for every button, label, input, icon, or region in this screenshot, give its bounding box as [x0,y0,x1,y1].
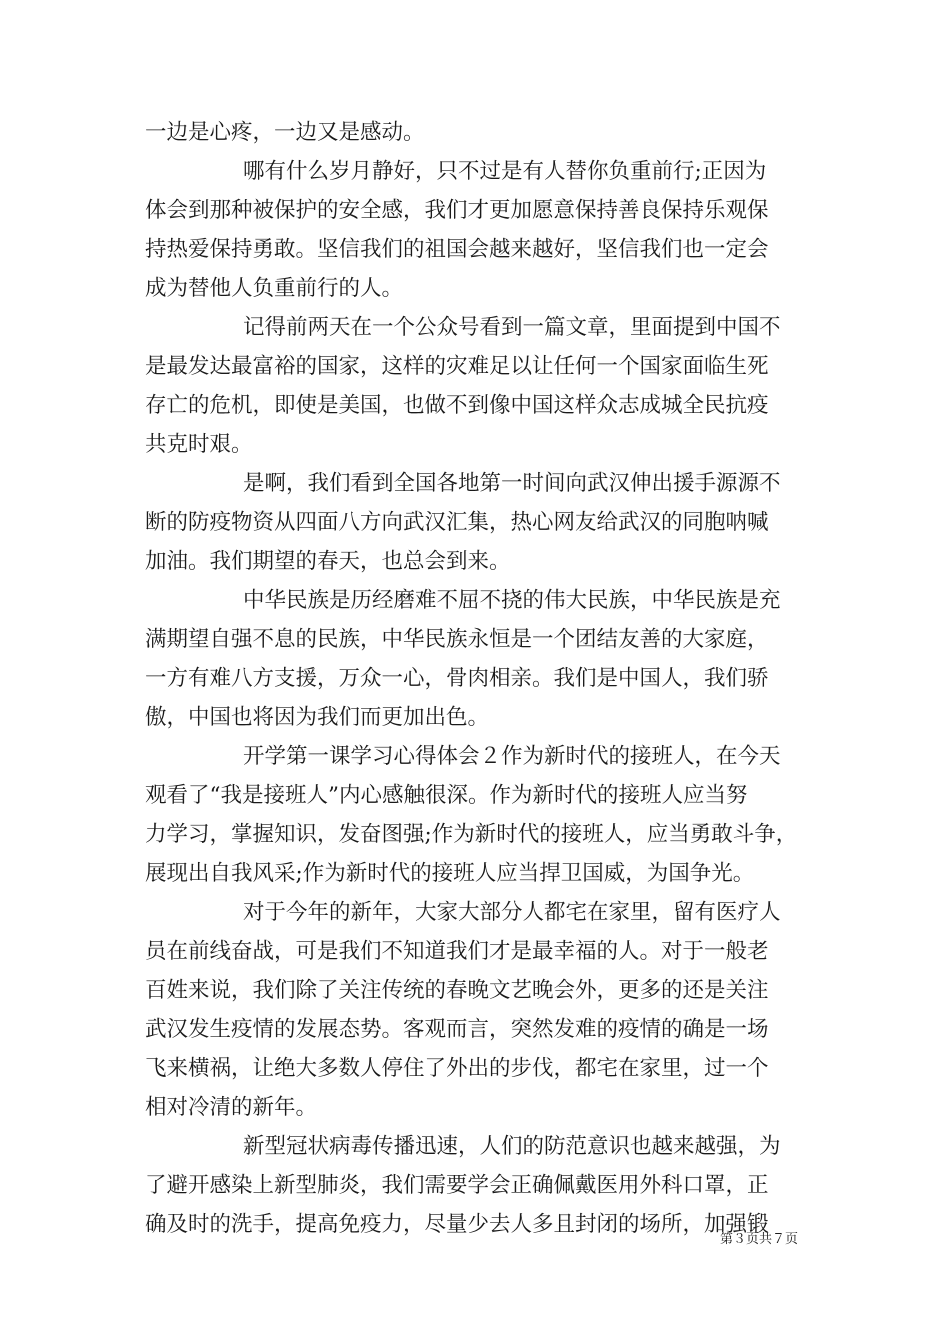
text-line: 员在前线奋战，可是我们不知道我们才是最幸福的人。对于一般老 [145,939,769,964]
text-line: 对于今年的新年，大家大部分人都宅在家里，留有医疗人 [243,900,781,925]
text-line: 存亡的危机，即使是美国，也做不到像中国这样众志成城全民抗疫 [145,393,769,418]
text-line: 飞来横祸，让绝大多数人停住了外出的步伐，都宅在家里，过一个 [145,1056,769,1081]
text-line: 共克时艰。 [145,432,253,457]
text-line: 是啊，我们看到全国各地第一时间向武汉伸出援手源源不 [243,471,781,496]
text-line: 确及时的洗手，提高免疫力，尽量少去人多且封闭的场所，加强锻 [145,1212,769,1237]
text-line: 武汉发生疫情的发展态势。客观而言，突然发难的疫情的确是一场 [145,1017,769,1042]
text-line: 新型冠状病毒传播迅速，人们的防范意识也越来越强，为 [243,1134,781,1159]
text-line: 百姓来说，我们除了关注传统的春晚文艺晚会外，更多的还是关注 [145,978,769,1003]
page-number: 第３页共７页 [720,1232,799,1247]
text-line: 傲，中国也将因为我们而更加出色。 [145,705,490,730]
text-line: 满期望自强不息的民族，中华民族永恒是一个团结友善的大家庭， [145,627,769,652]
text-line: 是最发达最富裕的国家，这样的灾难足以让任何一个国家面临生死 [145,354,769,379]
text-line: 加油。我们期望的春天，也总会到来。 [145,549,511,574]
text-line: 力学习，掌握知识，发奋图强;作为新时代的接班人，应当勇敢斗争， [145,822,798,847]
text-line: 持热爱保持勇敢。坚信我们的祖国会越来越好，坚信我们也一定会 [145,237,769,262]
text-line: 一方有难八方支援，万众一心，骨肉相亲。我们是中国人，我们骄 [145,666,769,691]
text-line: 哪有什么岁月静好，只不过是有人替你负重前行;正因为 [243,159,767,184]
text-line: 开学第一课学习心得体会２作为新时代的接班人，在今天 [243,744,781,769]
text-line: 了避开感染上新型肺炎，我们需要学会正确佩戴医用外科口罩，正 [145,1173,769,1198]
text-line: 一边是心疼，一边又是感动。 [145,120,425,145]
text-line: 相对冷清的新年。 [145,1095,318,1120]
text-line: 观看了“我是接班人”内心感触很深。作为新时代的接班人应当努 [145,783,748,808]
text-line: 断的防疫物资从四面八方向武汉汇集，热心网友给武汉的同胞呐喊 [145,510,769,535]
text-line: 展现出自我风采;作为新时代的接班人应当捍卫国威，为国争光。 [145,861,755,886]
text-line: 成为替他人负重前行的人。 [145,276,404,301]
text-line: 体会到那种被保护的安全感，我们才更加愿意保持善良保持乐观保 [145,198,769,223]
text-line: 记得前两天在一个公众号看到一篇文章，里面提到中国不 [243,315,781,340]
text-line: 中华民族是历经磨难不屈不挠的伟大民族，中华民族是充 [243,588,781,613]
